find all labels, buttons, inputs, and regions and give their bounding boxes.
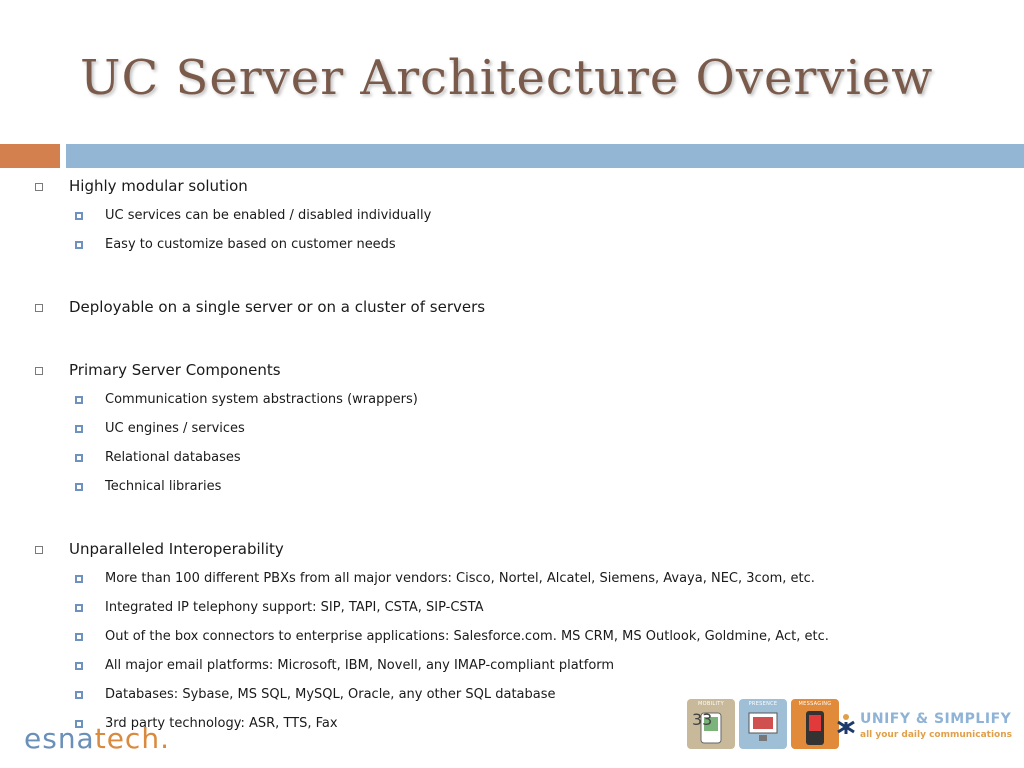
sub-bullet: UC services can be enabled / disabled individually (105, 208, 432, 223)
sub-bullet: Databases: Sybase, MS SQL, MySQL, Oracle, any other SQL database (105, 687, 556, 702)
square-bullet-icon (75, 483, 83, 491)
slide-title: UC Server Architecture Overview (80, 50, 934, 106)
tagline: UNIFY & SIMPLIFY (860, 711, 1012, 727)
square-bullet-icon (75, 212, 83, 220)
sub-bullet: Communication system abstractions (wrappers) (105, 392, 418, 407)
square-bullet-icon (75, 241, 83, 249)
square-bullet-icon (35, 304, 43, 312)
asterisk-person-icon (836, 712, 856, 736)
bullet-heading: Highly modular solution (69, 177, 248, 195)
square-bullet-icon (75, 604, 83, 612)
sub-bullet: Integrated IP telephony support: SIP, TAPI, CSTA, SIP-CSTA (105, 600, 484, 615)
sub-bullet: 3rd party technology: ASR, TTS, Fax (105, 716, 338, 731)
sub-bullet: All major email platforms: Microsoft, IBM, Novell, any IMAP-compliant platform (105, 658, 615, 673)
esnatech-logo: esnatech. (24, 722, 170, 755)
sub-bullet: Out of the box connectors to enterprise applications: Salesforce.com. MS CRM, MS Outlook, Goldmine, Act, etc. (105, 629, 829, 644)
sub-bullet: More than 100 different PBXs from all major vendors: Cisco, Nortel, Alcatel, Siemens, Avaya, NEC, 3com, etc. (105, 571, 815, 586)
page-number: 33 (692, 710, 713, 729)
square-bullet-icon (75, 575, 83, 583)
square-bullet-icon (75, 396, 83, 404)
presence-tile: PRESENCE (739, 699, 787, 749)
subtagline: all your daily communications (860, 730, 1013, 740)
sub-bullet: Easy to customize based on customer needs (105, 237, 396, 252)
bullet-heading: Unparalleled Interoperability (69, 540, 284, 558)
square-bullet-icon (35, 367, 43, 375)
mobility-tile: MOBILITY (687, 699, 735, 749)
bullet-heading: Primary Server Components (69, 361, 281, 379)
square-bullet-icon (75, 691, 83, 699)
bullet-heading: Deployable on a single server or on a cluster of servers (69, 298, 486, 316)
square-bullet-icon (75, 425, 83, 433)
sub-bullet: UC engines / services (105, 421, 245, 436)
orange-accent-bar (0, 144, 60, 168)
sub-bullet: Relational databases (105, 450, 241, 465)
square-bullet-icon (35, 183, 43, 191)
sub-bullet: Technical libraries (105, 479, 222, 494)
messaging-tile: MESSAGING (791, 699, 839, 749)
square-bullet-icon (35, 546, 43, 554)
blue-accent-bar (66, 144, 1024, 168)
square-bullet-icon (75, 633, 83, 641)
square-bullet-icon (75, 454, 83, 462)
square-bullet-icon (75, 662, 83, 670)
